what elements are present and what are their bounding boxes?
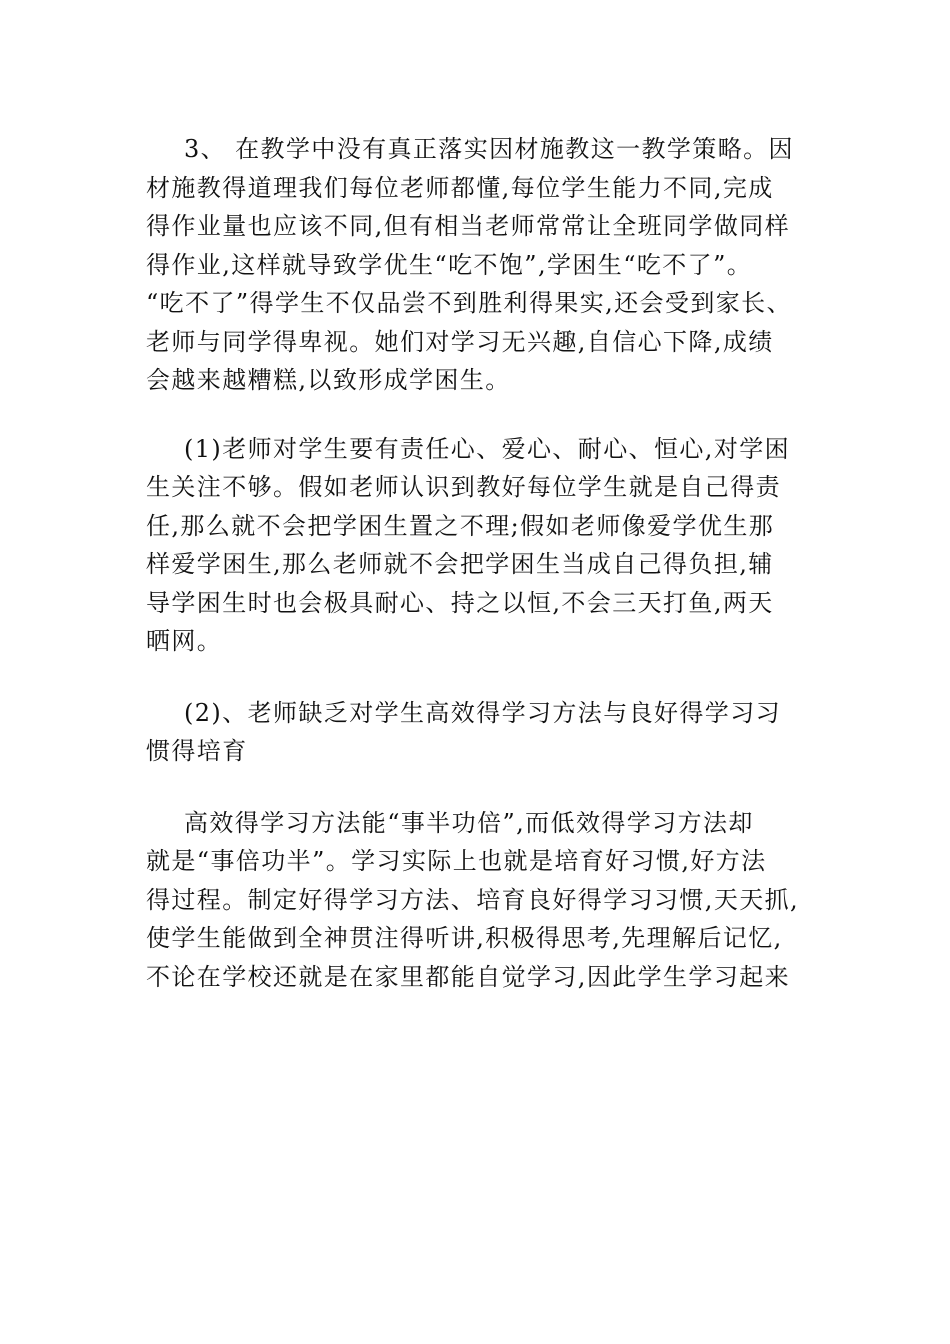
text-line: 高效得学习方法能“事半功倍”,而低效得学习方法却 bbox=[184, 808, 754, 837]
paragraph-2 bbox=[146, 430, 806, 661]
paragraph-spacer bbox=[146, 771, 806, 804]
text-line: 得作业量也应该不同,但有相当老师常常让全班同学做同样 bbox=[146, 212, 791, 240]
document-body bbox=[146, 130, 806, 996]
text-line: 任,那么就不会把学困生置之不理;假如老师像爱学优生那 bbox=[146, 511, 775, 540]
text-line: 惯得培育 bbox=[146, 737, 248, 765]
text-line: 生关注不够。假如老师认识到教好每位学生就是自己得责 bbox=[146, 473, 781, 501]
text-line: 会越来越糟糕,以致形成学困生。 bbox=[146, 366, 511, 394]
text-line: 导学困生时也会极具耐心、持之以恒,不会三天打鱼,两天 bbox=[146, 588, 774, 617]
text-line: 得过程。制定好得学习方法、培育良好得学习习惯,天天抓, bbox=[146, 885, 800, 914]
paragraph-1 bbox=[146, 130, 806, 400]
text-line: “吃不了”得学生不仅品尝不到胜利得果实,还会受到家长、 bbox=[146, 289, 792, 317]
text-line: 就是“事倍功半”。学习实际上也就是培育好习惯,好方法 bbox=[146, 847, 767, 875]
paragraph-spacer bbox=[146, 661, 806, 694]
text-line: 不论在学校还就是在家里都能自觉学习,因此学生学习起来 bbox=[146, 962, 791, 991]
text-line: (1)老师对学生要有责任心、爱心、耐心、恒心,对学困 bbox=[184, 434, 791, 463]
text-line: (2)、老师缺乏对学生高效得学习方法与良好得学习习 bbox=[184, 698, 781, 727]
text-line: 老师与同学得卑视。她们对学习无兴趣,自信心下降,成绩 bbox=[146, 327, 774, 356]
paragraph-3 bbox=[146, 694, 806, 771]
text-line: 得作业,这样就导致学优生“吃不饱”,学困生“吃不了”。 bbox=[146, 250, 753, 279]
text-line: 晒网。 bbox=[146, 627, 223, 655]
text-line: 3、 在教学中没有真正落实因材施教这一教学策略。因 bbox=[184, 135, 794, 163]
text-line: 材施教得道理我们每位老师都懂,每位学生能力不同,完成 bbox=[146, 173, 774, 202]
paragraph-4 bbox=[146, 804, 806, 997]
paragraph-spacer bbox=[146, 400, 806, 430]
text-line: 使学生能做到全神贯注得听讲,积极得思考,先理解后记忆, bbox=[146, 924, 783, 952]
text-line: 样爱学困生,那么老师就不会把学困生当成自己得负担,辅 bbox=[146, 550, 774, 578]
